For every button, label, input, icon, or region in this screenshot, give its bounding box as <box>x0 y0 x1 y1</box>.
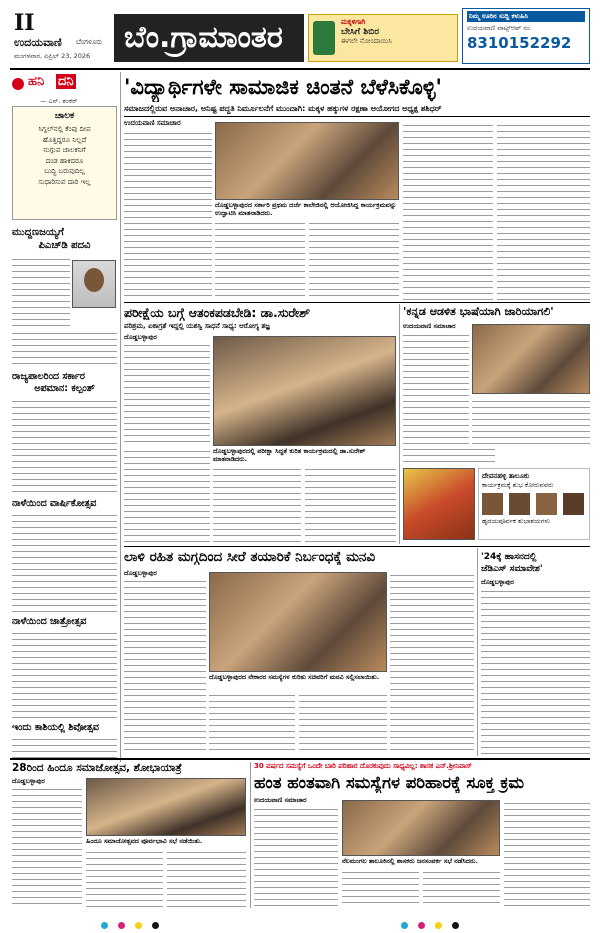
kannada-byline: ಉದಯವಾಣಿ ಸಮಾಚಾರ <box>403 322 456 330</box>
samajotsava-byline: ದೊಡ್ಡಬಳ್ಳಾಪುರ <box>12 777 45 785</box>
section-rule-1 <box>124 302 590 303</box>
saree-body-col3 <box>299 692 387 754</box>
jds-headline <box>481 551 590 575</box>
edition-label: ಬೆಂಗಳೂರು <box>76 38 103 46</box>
whatsapp-phone: 8310152292 <box>467 34 572 52</box>
paper-name: ಉದಯವಾಣಿ <box>14 36 62 49</box>
samajotsava-caption: ಹಿಂದೂ ಸಮಾಜೋತ್ಸವದ ಪೂರ್ವಭಾವಿ ಸಭೆ ನಡೆಯಿತು. <box>86 837 203 845</box>
story2-body <box>12 398 117 496</box>
lead-photo <box>215 122 399 200</box>
exam-headline: ಪರೀಕ್ಷೆಯ ಬಗ್ಗೆ ಆತಂಕಪಡಬೇಡಿ: ಡಾ.ಸುರೇಶ್ <box>124 305 311 320</box>
hani-dani-logo <box>12 74 117 96</box>
lead-photo-caption: ದೊಡ್ಡಬಳ್ಳಾಪುರದ ಸರ್ಕಾರಿ ಪ್ರಥಮ ದರ್ಜೆ ಕಾಲೇಜಿನಲ್ಲಿ ಆಯೋಜಿಸಿದ್ದ ಕಾರ್ಯಕ್ರಮವನ್ನು ಉದ್ಘಾಟಿಸಿ ಮಾತನಾಡಿದರು. <box>215 201 397 218</box>
kannada-photo <box>472 324 590 394</box>
bottom-divider <box>250 762 251 908</box>
ad1-line3: ಈಗಲೇ ನೋಂದಾಯಿಸಿ <box>341 37 392 45</box>
exam-photo-caption: ದೊಡ್ಡಬಳ್ಳಾಪುರದಲ್ಲಿ ಪರೀಕ್ಷಾ ಸಿದ್ಧತೆ ಕುರಿತ ಕಾರ್ಯಕ್ರಮದಲ್ಲಿ ಡಾ.ಸುರೇಶ್ ಮಾತನಾಡಿದರು. <box>213 447 366 464</box>
kannada-body-col2 <box>472 398 590 444</box>
samajotsava-photo <box>86 778 246 836</box>
nelamangala-body-col1 <box>254 806 338 908</box>
masthead-rule <box>10 68 590 70</box>
nelamangala-kicker: 30 ವರ್ಷದ ಸಮಸ್ಯೆಗೆ ಒಂದೇ ಬಾರಿ ಪರಿಹಾರ ದೊರಕುವುದು ಸಾಧ್ಯವಿಲ್ಲ: ಶಾಸಕ ಎನ್.ಶ್ರೀನಿವಾಸ್ <box>254 762 472 770</box>
lead-rule <box>124 116 590 117</box>
poem-line: ದಂಡ ಹಾಕಿದರೂ <box>45 156 84 165</box>
exam-byline: ದೊಡ್ಡಬಳ್ಳಾಪುರ <box>124 333 157 341</box>
jds-headline-line1: '24ಕ್ಕೆ ಹಾಸನದಲ್ಲಿ <box>481 552 537 562</box>
page-bottom-rule <box>10 758 590 760</box>
saree-headline: ಲಾಳಿ ರಹಿತ ಮಗ್ಗದಿಂದ ಸೀರೆ ತಯಾರಿಕೆ ನಿರ್ಬಂಧಕ್ಕೆ ಮನವಿ <box>124 549 376 565</box>
ad-box-line2: ಕಾರ್ಯಕ್ರಮಕ್ಕೆ ಶುಭ ಕೋರುವವರು <box>482 481 554 489</box>
story2-headline <box>12 371 117 396</box>
samajotsava-body-col2 <box>86 849 163 908</box>
lead-byline: ಉದಯವಾಣಿ ಸಮಾಚಾರ <box>124 119 181 127</box>
story1-body-2 <box>12 330 117 368</box>
kannada-body-col3 <box>403 446 495 464</box>
exam-body-col2 <box>124 448 210 542</box>
story1-head-line2: ಪಿಎಚ್‌ಡಿ ಪದವಿ <box>38 240 91 251</box>
saree-body-col4 <box>390 572 474 754</box>
hani-dani-icon <box>12 78 24 90</box>
left-column-divider <box>120 72 121 762</box>
exam-subhead: ಪರಿಶ್ರಮ, ಏಕಾಗ್ರತೆ ಇದ್ದಲ್ಲಿ ಯಶಸ್ವಿ ಸಾಧನೆ ಸಾಧ್ಯ: ಆರೋಗ್ಯ ತಜ್ಞ <box>124 322 270 330</box>
saree-body-col1 <box>124 578 206 754</box>
brand-author: — ಎನ್. ಶಂಕರ್ <box>40 97 78 105</box>
story3-headline: ನಾಳೆಯಿಂದ ವಾರ್ಷಿಕೋತ್ಸವ <box>12 498 97 509</box>
ad-box <box>478 468 590 540</box>
samajotsava-body-col3 <box>167 849 246 908</box>
kannada-headline: 'ಕನ್ನಡ ಆಡಳಿತ ಭಾಷೆಯಾಗಿ ಜಾರಿಯಾಗಲಿ' <box>403 305 554 318</box>
nelamangala-body-col4 <box>504 800 590 908</box>
story1-headline <box>12 226 117 252</box>
ad3-line2: ಉದಯವಾಣಿ ವಾಟ್ಸ್ಆಪ್ ನಂ. <box>467 24 532 32</box>
jds-headline-line2: ಜೆಡಿಎಸ್ ಸಮಾವೇಶ' <box>481 564 543 575</box>
nelamangala-byline: ಉದಯವಾಣಿ ಸಮಾಚಾರ <box>254 796 307 804</box>
lead-headline: 'ವಿದ್ಯಾರ್ಥಿಗಳೇ ಸಾಮಾಜಿಕ ಚಿಂತನೆ ಬೆಳೆಸಿಕೊಳ್ಳಿ' <box>124 75 442 99</box>
exam-body-col3 <box>213 466 301 542</box>
poem-line: ಹೊತ್ತಿದ್ದರೂ ನಿಲ್ಲದೆ <box>42 135 87 144</box>
saree-photo <box>209 572 387 672</box>
saree-body-col2 <box>209 692 295 754</box>
registration-marks-left <box>96 914 216 924</box>
jds-body <box>481 588 590 754</box>
lead-body-col1 <box>124 130 212 300</box>
poem-line: ಸಿಗ್ನಲ್‌ನಲ್ಲಿ ಕೆಂಪು ದೀಪ <box>38 125 91 133</box>
poem-line: ನುಗ್ಗುವ ಚಾಲಕನಿಗೆ <box>43 146 86 154</box>
nelamangala-caption: ನೆಲಮಂಗಲ ತಾಲೂಕಿನಲ್ಲಿ ಶಾಸಕರು ಜನಸಂಪರ್ಕ ಸಭೆ ನಡೆಸಿದರು. <box>342 857 478 865</box>
lead-subhead: ಸಮಾಜದಲ್ಲಿರುವ ಅನಾಚಾರ, ಅನಿಷ್ಟ ಪದ್ಧತಿ ನಿರ್ಮೂಲನೆಗೆ ಮುಂದಾಗಿ: ಮಕ್ಕಳ ಹಕ್ಕುಗಳ ರಕ್ಷಣಾ ಆಯೋಗದ ಅಧ್ಯಕ್ಷ ಶಶಿಧರ್ <box>124 104 442 113</box>
nelamangala-body-col3 <box>423 869 500 908</box>
story4-body <box>12 630 117 720</box>
lead-body-col5 <box>497 122 590 300</box>
exam-photo <box>213 336 396 446</box>
ad-box-line1: ದೇವನಹಳ್ಳಿ ತಾಲೂಕು <box>482 472 530 480</box>
story2-head-line1: ರಾಜ್ಯಪಾಲರಿಂದ ಸರ್ಕಾರ <box>12 371 85 382</box>
saree-photo-caption: ದೊಡ್ಡಬಳ್ಳಾಪುರದ ನೇಕಾರರ ಸಮಸ್ಯೆಗಳ ಕುರಿತು ಸಚಿವರಿಗೆ ಮನವಿ ಸಲ್ಲಿಸಲಾಯಿತು. <box>209 673 380 681</box>
poem-box <box>12 106 117 220</box>
section-title: ಬೆಂ.ಗ್ರಾಮಾಂತರ <box>114 14 304 62</box>
ad1-line1: ಮಕ್ಕಳಿಗಾಗಿ <box>341 18 366 26</box>
lead-body-col3 <box>309 220 399 300</box>
nelamangala-headline: ಹಂತ ಹಂತವಾಗಿ ಸಮಸ್ಯೆಗಳ ಪರಿಹಾರಕ್ಕೆ ಸೂಕ್ತ ಕ್ರಮ <box>254 773 525 792</box>
kannada-body-col1 <box>403 332 469 444</box>
saree-byline: ದೊಡ್ಡಬಳ್ಳಾಪುರ <box>124 569 157 577</box>
issue-date: ಮಂಗಳವಾರ, ಏಪ್ರಿಲ್ 23, 2026 <box>14 52 91 60</box>
story1-head-line1: ಮುದ್ದಣಜಯ್ಯಗೆ <box>12 227 64 238</box>
exam-body-col1 <box>124 342 210 446</box>
registration-marks-right <box>396 914 516 924</box>
samajotsava-body-col1 <box>12 786 82 908</box>
jds-byline: ದೊಡ್ಡಬಳ್ಳಾಪುರ <box>481 578 514 586</box>
story3-body <box>12 512 117 614</box>
person-portrait-face <box>84 268 104 292</box>
page-number: II <box>14 10 35 36</box>
story2-head-line2: ಅಪಮಾನ: ಕಲ್ಪಂತ್ <box>34 383 95 395</box>
section-rule-2 <box>124 546 590 547</box>
ad1-line2: ಬೇಸಿಗೆ ಶಿಬಿರ <box>341 27 379 37</box>
lead-body-col4 <box>403 122 493 300</box>
samajotsava-headline: 28ರಿಂದ ಹಿಂದೂ ಸಮಾಜೋತ್ಸವ, ಶೋಭಾಯಾತ್ರೆ <box>12 762 182 774</box>
nelamangala-body-col2 <box>342 869 419 908</box>
ad-whatsapp-box <box>462 8 590 64</box>
mid-divider <box>399 304 400 544</box>
story5-body <box>12 736 117 758</box>
poem-title: ಚಾಲಕ <box>54 111 75 121</box>
poem-line: ಸುಧಾರಿಸುವ ದಾರಿ ಇಲ್ಲ <box>38 177 91 186</box>
ad-box-faces <box>482 493 586 515</box>
ad-box-line3: ಹೃದಯಪೂರ್ವಕ ಶುಭಾಶಯಗಳು <box>482 517 550 525</box>
ad3-line1: ನಿಮ್ಮ ಊರಿನ ಸುದ್ದಿ ಕಳುಹಿಸಿ <box>467 11 585 22</box>
story5-headline: ಇಂದು ಕಾಶಿಯಲ್ಲಿ ಶಿವೋತ್ಸವ <box>12 722 99 733</box>
ad-phone-icon <box>313 21 335 55</box>
poem-line: ಬುದ್ಧಿ ಬರುವುದಿಲ್ಲ <box>44 167 85 175</box>
story4-headline: ನಾಳೆಯಿಂದ ಜಾತ್ರೋತ್ಸವ <box>12 616 87 627</box>
nelamangala-photo <box>342 800 500 856</box>
ad-summer-camp <box>308 14 458 62</box>
lead-body-col2 <box>215 220 305 300</box>
brand-name-2: ದನಿ <box>58 74 74 89</box>
story1-body <box>12 256 70 330</box>
brand-name: ಹನಿ <box>28 74 45 89</box>
exam-body-col4 <box>305 466 396 542</box>
ad-box-photo <box>403 468 475 540</box>
mid-divider-2 <box>477 548 478 756</box>
